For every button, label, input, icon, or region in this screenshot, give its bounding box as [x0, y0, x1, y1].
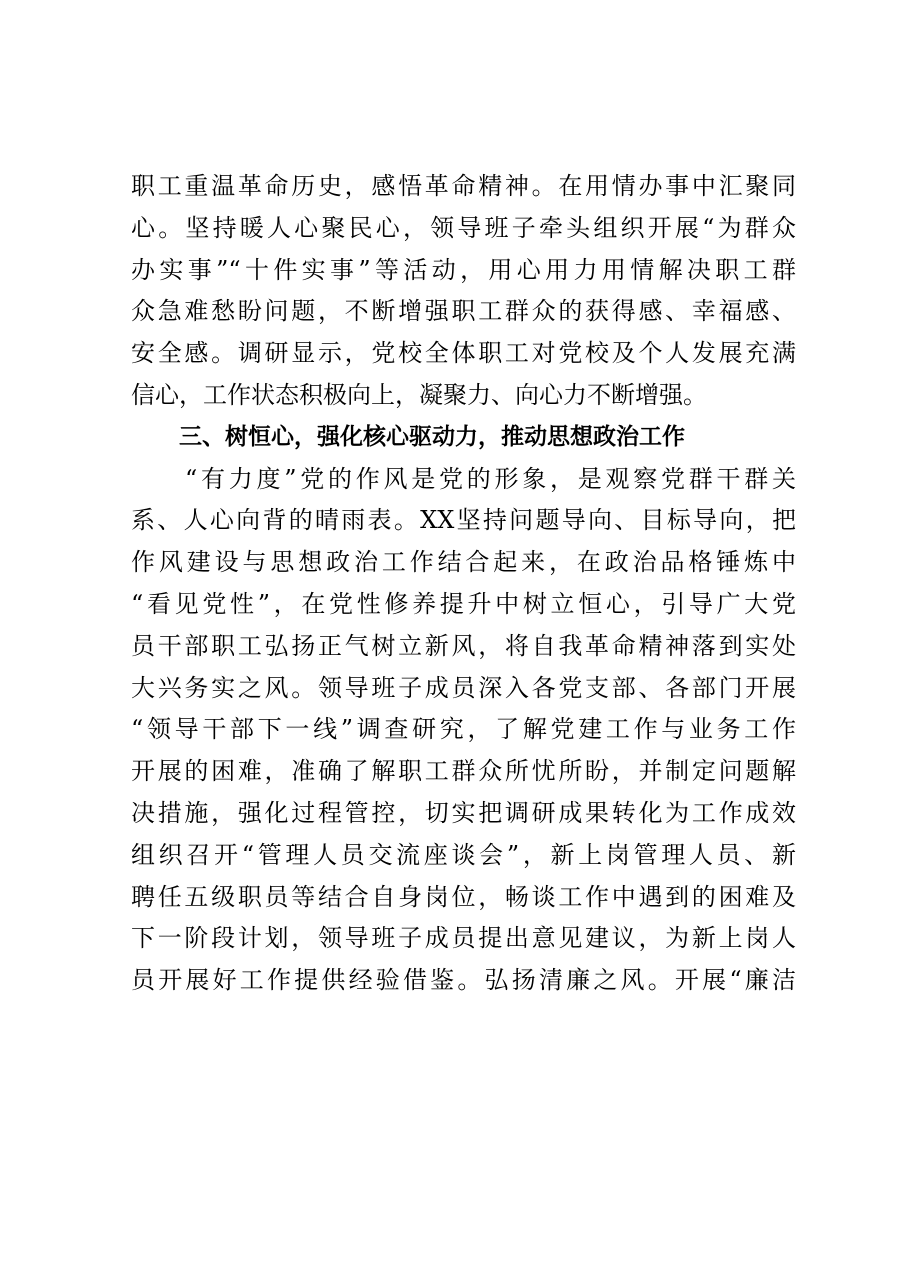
document-body: [131, 166, 796, 1002]
paragraph-line: 聘任五级职员等结合自身岗位，畅谈工作中遇到的困难及: [131, 882, 796, 911]
paragraph-line: “有力度”党的作风是党的形象，是观察党群干群关: [185, 464, 796, 493]
paragraph-line: 员开展好工作提供经验借鉴。弘扬清廉之风。开展“廉洁: [131, 966, 796, 995]
paragraph-line: 众急难愁盼问题，不断增强职工群众的获得感、幸福感、: [131, 297, 796, 326]
paragraph-line: 组织召开“管理人员交流座谈会”，新上岗管理人员、新: [131, 840, 796, 869]
paragraph-line: 大兴务实之风。领导班子成员深入各党支部、各部门开展: [131, 673, 796, 702]
paragraph-line: “看见党性”，在党性修养提升中树立恒心，引导广大党: [131, 589, 796, 618]
paragraph-line: 员干部职工弘扬正气树立新风，将自我革命精神落到实处: [131, 631, 796, 660]
paragraph-line: 作风建设与思想政治工作结合起来，在政治品格锤炼中: [131, 548, 796, 577]
paragraph-line: 下一阶段计划，领导班子成员提出意见建议，为新上岗人: [131, 924, 796, 953]
paragraph-line: 心。坚持暖人心聚民心，领导班子牵头组织开展“为群众: [131, 213, 796, 242]
paragraph-line: 职工重温革命历史，感悟革命精神。在用情办事中汇聚同: [131, 172, 796, 200]
paragraph-line: 安全感。调研显示，党校全体职工对党校及个人发展充满: [131, 339, 796, 368]
paragraph-line: “领导干部下一线”调查研究，了解党建工作与业务工作: [131, 715, 796, 744]
section-heading: 三、树恒心，强化核心驱动力，推动思想政治工作: [179, 423, 685, 450]
paragraph-line: 信心，工作状态积极向上，凝聚力、向心力不断增强。: [131, 380, 707, 409]
paragraph-line: 开展的困难，准确了解职工群众所忧所盼，并制定问题解: [131, 757, 796, 786]
paragraph-line: 办实事”“十件实事”等活动，用心用力用情解决职工群: [131, 255, 796, 284]
paragraph-line: 决措施，强化过程管控，切实把调研成果转化为工作成效: [131, 798, 796, 827]
paragraph-line: 系、人心向背的晴雨表。XX坚持问题导向、目标导向，把: [131, 506, 796, 535]
